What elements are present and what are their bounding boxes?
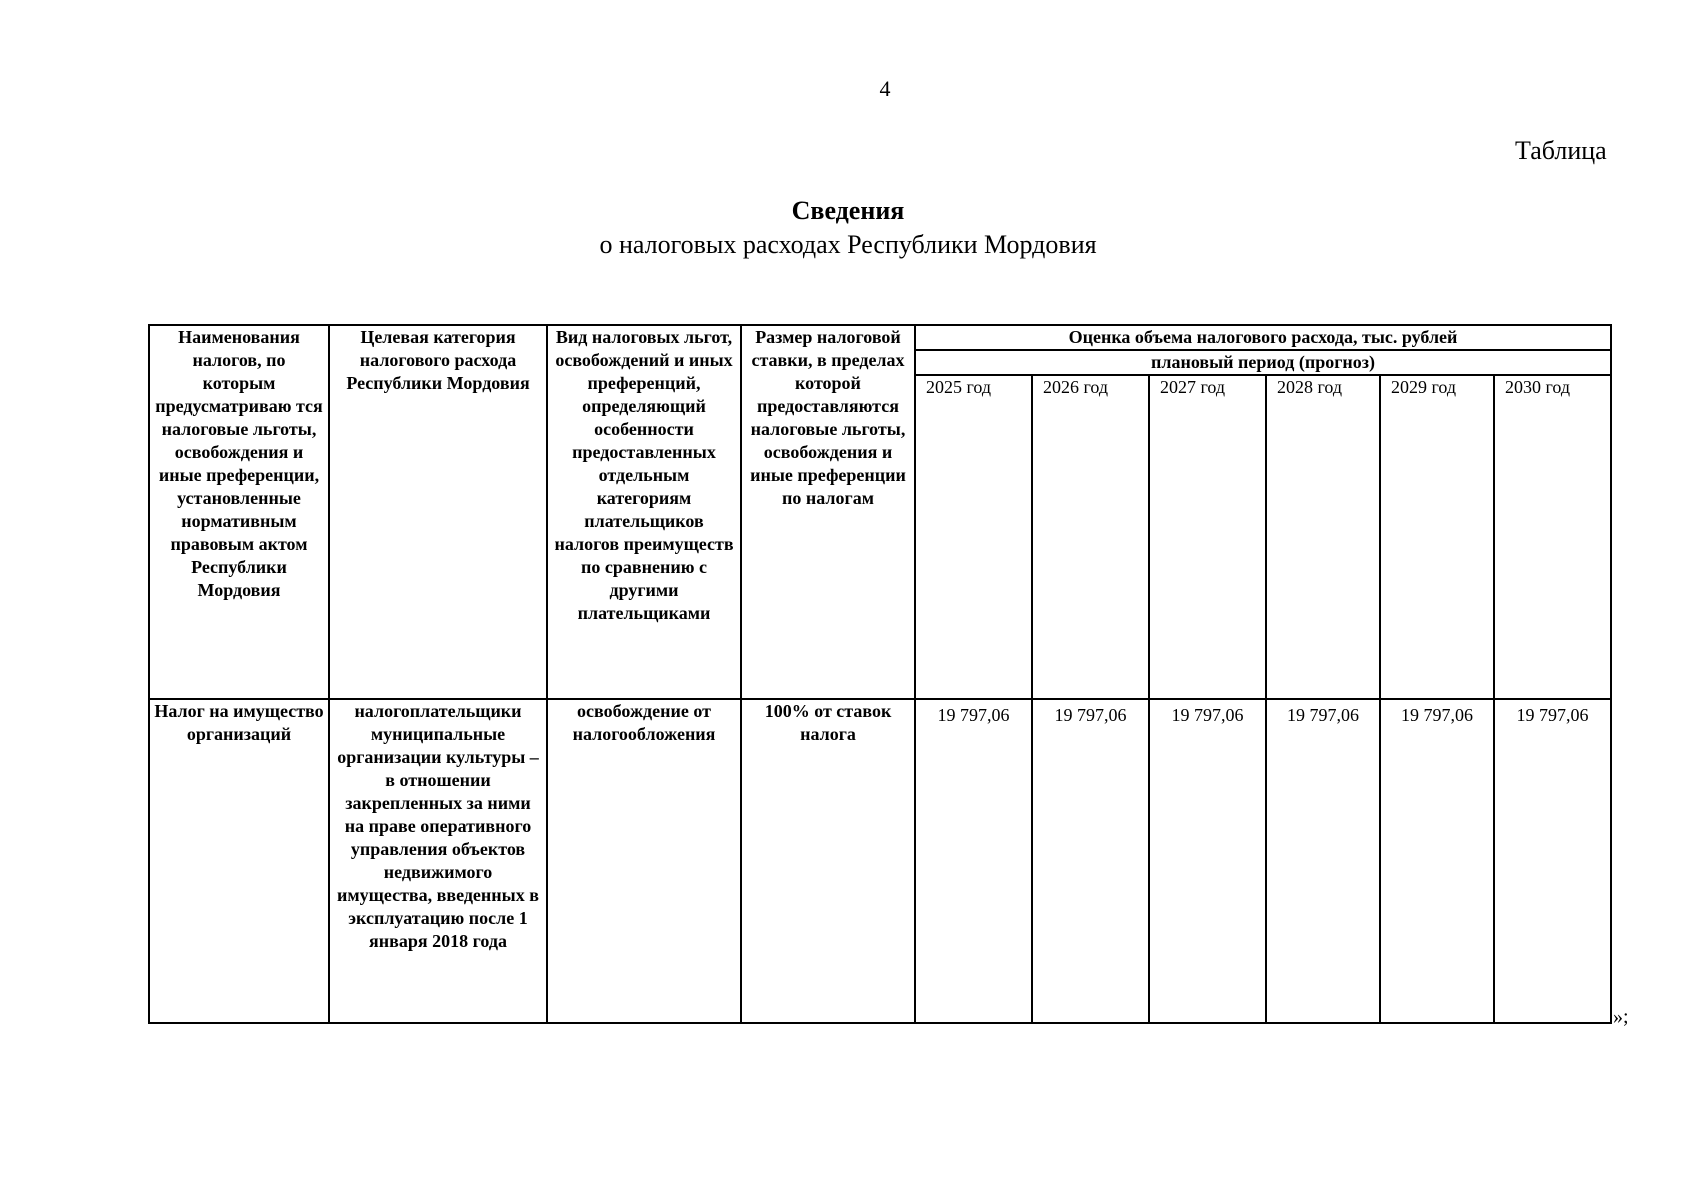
page-number: 4 <box>879 76 891 101</box>
header-target-category: Целевая категория налогового расхода Республики Мордовия <box>329 325 547 699</box>
header-benefit-type: Вид налоговых льгот, освобождений и иных преференций, определяющий особенности предоставленных отдельным категориям плательщиков налогов преимуществ по сравнению с другими плательщиками <box>547 325 741 699</box>
header-year-2025: 2025 год <box>915 375 1032 699</box>
cell-value-2025: 19 797,06 <box>915 699 1032 1023</box>
header-year-2026: 2026 год <box>1032 375 1149 699</box>
table-row <box>149 699 1611 1023</box>
cell-value-2027: 19 797,06 <box>1149 699 1266 1023</box>
header-estimate: Оценка объема налогового расхода, тыс. рублей <box>915 325 1611 350</box>
header-planning-period: плановый период (прогноз) <box>915 350 1611 375</box>
cell-tax-name: Налог на имущество организаций <box>149 699 329 1023</box>
cell-rate-size: 100% от ставок налога <box>741 699 915 1023</box>
document-title: Сведения <box>791 196 905 225</box>
header-tax-names: Наименования налогов, по которым предусматриваю тся налоговые льготы, освобождения и иные преференции, установленные нормативным правовым актом Республики Мордовия <box>149 325 329 699</box>
header-year-2027: 2027 год <box>1149 375 1266 699</box>
header-year-2028: 2028 год <box>1266 375 1380 699</box>
document-subtitle: о налоговых расходах Республики Мордовия <box>599 230 1097 259</box>
tax-expenditure-table <box>148 324 1612 1024</box>
cell-value-2028: 19 797,06 <box>1266 699 1380 1023</box>
table-label: Таблица <box>1515 136 1607 165</box>
header-year-2029: 2029 год <box>1380 375 1494 699</box>
cell-target-category: налогоплательщики муниципальные организации культуры – в отношении закрепленных за ними на праве оперативного управления объектов недвижимого имущества, введенных в эксплуатацию после 1 января 2018 года <box>329 699 547 1023</box>
header-year-2030: 2030 год <box>1494 375 1611 699</box>
cell-value-2026: 19 797,06 <box>1032 699 1149 1023</box>
cell-benefit-type: освобождение от налогообложения <box>547 699 741 1023</box>
cell-value-2029: 19 797,06 <box>1380 699 1494 1023</box>
cell-value-2030: 19 797,06 <box>1494 699 1611 1023</box>
closing-quote-mark: »; <box>1613 1006 1629 1028</box>
header-rate-size: Размер налоговой ставки, в пределах которой предоставляются налоговые льготы, освобождения и иные преференции по налогам <box>741 325 915 699</box>
